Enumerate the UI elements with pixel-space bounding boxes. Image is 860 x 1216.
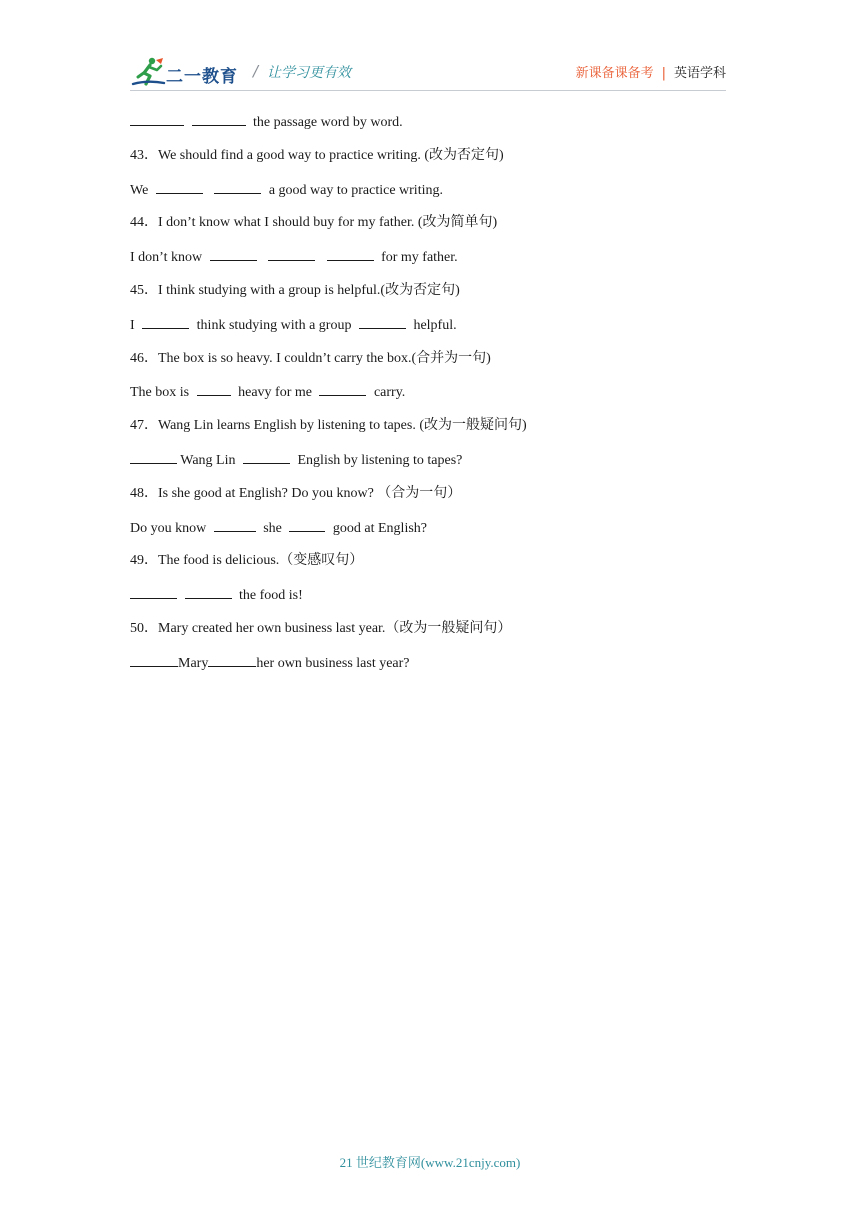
answer-line-44 [130, 247, 726, 267]
answer-text: the food is! [239, 588, 303, 604]
answer-text: the passage word by word. [253, 115, 403, 130]
answer-text: I don’t know [130, 250, 203, 266]
header-divider: | [661, 66, 666, 81]
answer-text: heavy for me [238, 385, 312, 401]
logo-text: 二一教育 [166, 67, 238, 87]
answer-blank[interactable] [327, 247, 374, 261]
page-header [130, 56, 726, 90]
exercise-list [130, 112, 726, 687]
answer-text: for my father. [381, 250, 458, 266]
answer-text: English by listening to tapes? [297, 452, 463, 468]
answer-text: I [130, 317, 135, 333]
answer-text: Do you know [130, 520, 207, 536]
answer-blank[interactable] [268, 247, 315, 261]
answer-blank[interactable] [359, 315, 406, 329]
answer-text: We [130, 182, 149, 198]
answer-blank[interactable] [130, 585, 177, 599]
answer-blank[interactable] [130, 653, 178, 667]
answer-line-48 [130, 518, 726, 538]
runner-logo-icon [130, 56, 166, 88]
answer-text: The box is [130, 385, 190, 401]
answer-blank[interactable] [197, 382, 231, 396]
question-50 [130, 619, 726, 639]
answer-text: she [263, 520, 282, 536]
header-course-label: 新课备课备考 [575, 66, 654, 81]
answer-text: good at English? [332, 520, 428, 536]
question-43 [130, 146, 726, 166]
answer-blank[interactable] [210, 247, 257, 261]
answer-blank[interactable] [243, 450, 290, 464]
answer-blank[interactable] [156, 180, 203, 194]
question-49 [130, 551, 726, 571]
question-44 [130, 213, 726, 233]
answer-blank[interactable] [214, 518, 256, 532]
question-48 [130, 484, 726, 504]
question-47 [130, 416, 726, 436]
question-46 [130, 349, 726, 369]
answer-line-47 [130, 450, 726, 470]
question-text: 50．Mary created her own business last year.（改为一般疑问句） [130, 620, 512, 636]
answer-line-46 [130, 382, 726, 402]
header-subject-label: 英语学科 [673, 66, 726, 81]
header-right [576, 62, 726, 81]
question-text: 46．The box is so heavy. I couldn’t carry the box.(合并为一句) [130, 350, 491, 366]
answer-line-50 [130, 653, 726, 673]
answer-blank[interactable] [185, 585, 232, 599]
answer-text: her own business last year? [256, 655, 410, 671]
logo [130, 56, 242, 90]
answer-blank[interactable] [208, 653, 256, 667]
answer-blank[interactable] [130, 112, 184, 126]
header-divider-line [130, 90, 726, 91]
answer-text: carry. [373, 385, 406, 401]
page-footer: 21 世纪教育网(www.21cnjy.com) [339, 1155, 521, 1170]
answer-line-43 [130, 180, 726, 200]
answer-text: think studying with a group [196, 317, 352, 333]
question-text: 49．The food is delicious.（变感叹句） [130, 553, 364, 569]
question-text: 45．I think studying with a group is helpful.(改为否定句) [130, 282, 460, 298]
answer-text: Mary [178, 655, 209, 671]
question-text: 44．I don’t know what I should buy for my father. (改为简单句) [130, 215, 498, 231]
answer-text: helpful. [413, 317, 457, 333]
answer-line-45 [130, 315, 726, 335]
question-text: 48．Is she good at English? Do you know? （合为一句） [130, 485, 462, 501]
answer-blank[interactable] [289, 518, 325, 532]
answer-blank[interactable] [142, 315, 189, 329]
answer-text: Wang Lin [180, 452, 236, 468]
slogan-separator: / [253, 62, 259, 80]
question-text: 43．We should find a good way to practice writing. (改为否定句) [130, 147, 504, 163]
answer-line-42 [130, 112, 726, 132]
answer-line-49 [130, 585, 726, 605]
answer-blank[interactable] [319, 382, 366, 396]
answer-blank[interactable] [130, 450, 177, 464]
answer-blank[interactable] [214, 180, 261, 194]
question-45 [130, 281, 726, 301]
question-text: 47．Wang Lin learns English by listening to tapes. (改为一般疑问句) [130, 418, 527, 434]
answer-blank[interactable] [192, 112, 246, 126]
answer-text: a good way to practice writing. [268, 182, 443, 198]
slogan: 让学习更有效 [267, 65, 351, 81]
